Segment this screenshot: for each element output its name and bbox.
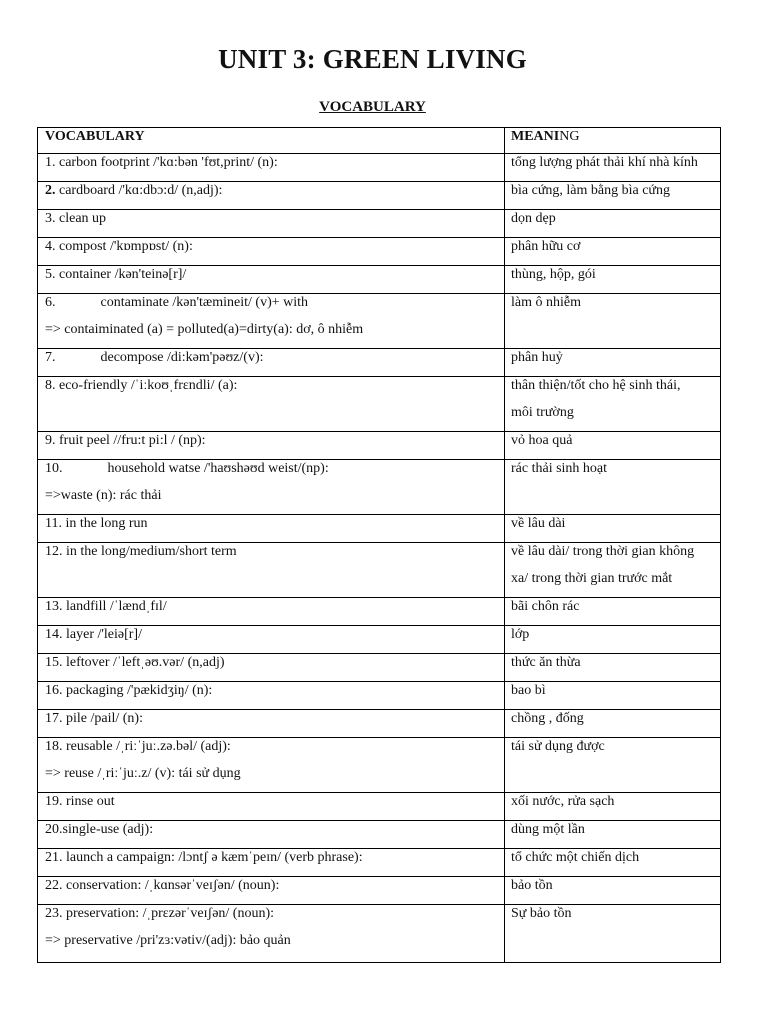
vocab-number: 2.: [45, 183, 56, 198]
table-row: [38, 598, 721, 626]
meaning-cell: [505, 182, 721, 210]
vocab-number: 23.: [45, 906, 63, 921]
meaning-text: bìa cứng, làm bằng bìa cứng: [511, 183, 671, 198]
vocab-number: 18.: [45, 739, 63, 754]
vocab-term-cell: [38, 515, 505, 543]
vocab-number: 14.: [45, 627, 63, 642]
meaning-text: bao bì: [511, 683, 546, 698]
vocab-number: 6.: [45, 295, 56, 310]
vocab-term-line: [45, 266, 498, 293]
vocab-term-cell: [38, 182, 505, 210]
vocab-term: reusable /ˌriːˈjuː.zə.bəl/ (adj):: [66, 739, 231, 754]
meaning-cell: [505, 598, 721, 626]
vocab-term: conservation: /ˌkɑnsərˈveɪʃən/ (noun):: [66, 878, 280, 893]
vocab-term-cell: [38, 210, 505, 238]
vocab-number: 11.: [45, 516, 62, 531]
meaning-text: lớp: [511, 627, 530, 642]
vocab-number: 7.: [45, 350, 56, 365]
vocab-term-line: [45, 905, 498, 932]
vocab-number: 19.: [45, 794, 63, 809]
vocab-number: 12.: [45, 544, 63, 559]
vocab-term-cell: [38, 349, 505, 377]
meaning-text: làm ô nhiễm: [511, 295, 581, 310]
table-row: [38, 154, 721, 182]
vocab-number: 3.: [45, 211, 56, 226]
vocab-term-cell: [38, 460, 505, 515]
vocab-term: carbon footprint /'kɑ:bən 'fʊt,print/ (n):: [59, 155, 278, 170]
meaning-cell: [505, 905, 721, 963]
vocab-extra-note: => preservative /pri'zɜ:vətiv/(adj): bảo quản: [45, 933, 291, 948]
vocab-term-line: [45, 877, 498, 904]
vocab-term: single-use (adj):: [62, 822, 154, 837]
section-subtitle: VOCABULARY: [319, 99, 426, 115]
table-row: [38, 460, 721, 515]
meaning-cell: [505, 460, 721, 515]
vocab-number: 5.: [45, 267, 56, 282]
meaning-text: tổng lượng phát thải khí nhà kính: [511, 155, 698, 170]
vocab-term-cell: [38, 266, 505, 294]
table-row: [38, 182, 721, 210]
vocab-term: pile /pail/ (n):: [66, 711, 143, 726]
meaning-cell: [505, 821, 721, 849]
meaning-text: dùng một lần: [511, 822, 585, 837]
meaning-cell: [505, 738, 721, 793]
vocab-term-line: [45, 543, 498, 570]
meaning-text: tổ chức một chiến dịch: [511, 850, 640, 865]
vocab-term-cell: [38, 905, 505, 963]
vocab-term-line: [45, 154, 498, 181]
vocab-term-cell: [38, 877, 505, 905]
vocab-term-cell: [38, 793, 505, 821]
vocab-term-cell: [38, 294, 505, 349]
meaning-text: thức ăn thừa: [511, 655, 581, 670]
vocab-number: 15.: [45, 655, 63, 670]
meaning-cell: [505, 682, 721, 710]
table-row: [38, 626, 721, 654]
vocab-number: 16.: [45, 683, 63, 698]
table-row: [38, 849, 721, 877]
vocab-term-line: [45, 238, 498, 265]
vocab-term-line: [45, 710, 498, 737]
vocab-term: in the long/medium/short term: [66, 544, 237, 559]
vocab-term: layer /'leiə[r]/: [66, 627, 142, 642]
meaning-cell: [505, 154, 721, 182]
table-row: [38, 515, 721, 543]
meaning-text: Sự bảo tồn: [511, 906, 572, 921]
vocab-number: 13.: [45, 599, 63, 614]
vocab-term-cell: [38, 710, 505, 738]
table-row: [38, 377, 721, 432]
meaning-text: chồng , đống: [511, 711, 584, 726]
vocab-term: decompose /di:kəm'pəʊz/(v):: [100, 350, 264, 365]
vocab-term-line: [45, 682, 498, 709]
vocab-number: 17.: [45, 711, 63, 726]
meaning-cell: [505, 349, 721, 377]
table-header-row: [38, 128, 721, 154]
meaning-text: phân hữu cơ: [511, 239, 581, 254]
vocab-number: 8.: [45, 378, 56, 393]
vocab-term: rinse out: [66, 794, 115, 809]
vocab-term: cardboard /'kɑ:dbɔ:d/ (n,adj):: [59, 183, 223, 198]
meaning-text-continued: xa/ trong thời gian trước mắt: [511, 571, 673, 586]
meaning-cell: [505, 238, 721, 266]
vocab-term-line: [45, 349, 498, 376]
vocab-extra-note: => reuse /ˌriːˈjuː.z/ (v): tái sử dụng: [45, 766, 241, 781]
meaning-text: bảo tồn: [511, 878, 553, 893]
vocab-term-line: [45, 460, 498, 487]
table-row: [38, 543, 721, 598]
meaning-cell: [505, 515, 721, 543]
page-title: UNIT 3: GREEN LIVING: [218, 44, 527, 74]
vocab-term-cell: [38, 154, 505, 182]
vocab-term: clean up: [59, 211, 107, 226]
meaning-cell: [505, 710, 721, 738]
table-row: [38, 238, 721, 266]
vocab-number: 9.: [45, 433, 56, 448]
vocab-number: 1.: [45, 155, 56, 170]
vocab-term: in the long run: [65, 516, 148, 531]
table-row: [38, 682, 721, 710]
vocab-term-line: [45, 182, 498, 209]
vocab-term-cell: [38, 682, 505, 710]
meaning-cell: [505, 654, 721, 682]
meaning-cell: [505, 377, 721, 432]
vocab-term-cell: [38, 849, 505, 877]
meaning-cell: [505, 877, 721, 905]
vocab-term-line: [45, 738, 498, 765]
vocab-term: leftover /ˈleftˌəʊ.vər/ (n,adj): [66, 655, 225, 670]
table-row: [38, 821, 721, 849]
meaning-cell: [505, 294, 721, 349]
vocab-term-cell: [38, 738, 505, 793]
meaning-text: phân huỷ: [511, 350, 563, 365]
vocab-number: 22.: [45, 878, 63, 893]
table-row: [38, 877, 721, 905]
vocabulary-table: [37, 127, 721, 963]
vocab-term-cell: [38, 432, 505, 460]
vocab-term-line: [45, 210, 498, 237]
table-row: [38, 266, 721, 294]
vocab-term-line: [45, 598, 498, 625]
vocab-term-line: [45, 294, 498, 321]
meaning-cell: [505, 849, 721, 877]
vocab-term-line: [45, 515, 498, 542]
header-meaning: [505, 128, 721, 154]
meaning-text: tái sử dụng được: [511, 739, 605, 754]
meaning-text: về lâu dài: [511, 516, 566, 531]
vocab-number: 4.: [45, 239, 56, 254]
meaning-cell: [505, 626, 721, 654]
vocab-term-line: [45, 849, 498, 876]
meaning-text: xối nước, rửa sạch: [511, 794, 615, 809]
vocab-extra-note: =>waste (n): rác thải: [45, 488, 162, 503]
vocab-term-line: [45, 626, 498, 653]
vocab-term-cell: [38, 543, 505, 598]
vocab-term-cell: [38, 821, 505, 849]
meaning-cell: [505, 543, 721, 598]
vocab-term-cell: [38, 598, 505, 626]
meaning-text: dọn dẹp: [511, 211, 556, 226]
meaning-text: về lâu dài/ trong thời gian không: [511, 544, 695, 559]
vocab-term: preservation: /ˌprɛzərˈveɪʃən/ (noun):: [66, 906, 275, 921]
table-row: [38, 210, 721, 238]
table-row: [38, 294, 721, 349]
vocab-term: household watse /'haʊshəʊd weist/(np):: [107, 461, 329, 476]
table-row: [38, 432, 721, 460]
vocab-term: packaging /'pækidʒiŋ/ (n):: [66, 683, 213, 698]
vocab-term-line: [45, 793, 498, 820]
vocab-term: launch a campaign: /lɔntʃ ə kæmˈpeɪn/ (verb phrase):: [66, 850, 363, 865]
table-row: [38, 710, 721, 738]
meaning-cell: [505, 210, 721, 238]
header-vocabulary: VOCABULARY: [38, 128, 505, 154]
meaning-cell: [505, 266, 721, 294]
table-row: [38, 349, 721, 377]
vocab-term-cell: [38, 238, 505, 266]
vocab-term-line: [45, 821, 498, 848]
table-row: [38, 738, 721, 793]
vocab-extra-note: => contaiminated (a) = polluted(a)=dirty(a): dơ, ô nhiễm: [45, 322, 364, 337]
vocab-term-cell: [38, 654, 505, 682]
meaning-cell: [505, 793, 721, 821]
vocab-term: compost /'kɒmpɒst/ (n):: [59, 239, 193, 254]
meaning-text: thùng, hộp, gói: [511, 267, 596, 282]
meaning-text: thân thiện/tốt cho hệ sinh thái,: [511, 378, 681, 393]
vocab-number: 10.: [45, 461, 63, 476]
table-row: [38, 905, 721, 963]
header-meaning-bold: MEANI: [511, 129, 560, 144]
meaning-text-continued: môi trường: [511, 405, 574, 420]
vocab-term-cell: [38, 626, 505, 654]
vocab-term-line: [45, 377, 498, 404]
meaning-text: rác thải sinh hoạt: [511, 461, 608, 476]
vocab-term: contaminate /kən'tæmineit/ (v)+ with: [100, 295, 309, 310]
vocab-term-line: [45, 432, 498, 459]
header-meaning-rest: NG: [559, 129, 580, 144]
vocab-number: 21.: [45, 850, 63, 865]
vocab-term-cell: [38, 377, 505, 432]
vocab-term: landfill /ˈlændˌfɪl/: [66, 599, 167, 614]
meaning-text: vỏ hoa quả: [511, 433, 573, 448]
meaning-text: bãi chôn rác: [511, 599, 580, 614]
vocab-term: eco-friendly /ˈiːkoʊˌfrɛndli/ (a):: [59, 378, 238, 393]
meaning-cell: [505, 432, 721, 460]
table-row: [38, 654, 721, 682]
table-row: [38, 793, 721, 821]
vocab-term: container /kən'teinə[r]/: [59, 267, 187, 282]
vocab-term-line: [45, 654, 498, 681]
vocab-term: fruit peel //fru:t pi:l / (np):: [59, 433, 206, 448]
vocab-number: 20.: [45, 822, 63, 837]
